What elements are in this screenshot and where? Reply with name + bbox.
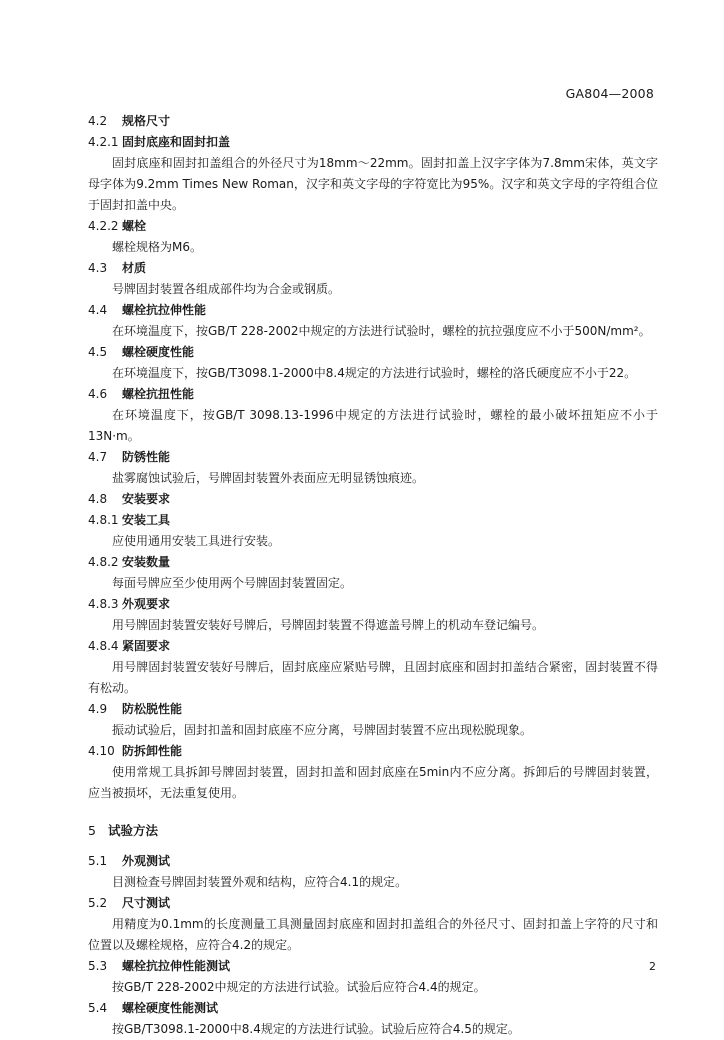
section-number: 4.2.1 [88,135,119,149]
section-title: 安装数量 [122,555,171,569]
section-paragraph-4-10: 使用常规工具拆卸号牌固封装置，固封扣盖和固封底座在5min内不应分离。拆卸后的号牌固封装置，应当被损坏，无法重复使用。 [88,765,658,800]
section-number: 4.3 [88,261,108,275]
section-number: 5 [88,823,96,838]
section-title: 试验方法 [108,823,159,838]
section-title: 防松脱性能 [122,702,183,716]
section-heading-5 [88,820,658,841]
section-number: 4.6 [88,387,108,401]
section-paragraph-4-9: 振动试验后，固封扣盖和固封底座不应分离，号牌固封装置不应出现松脱现象。 [112,723,533,737]
section-heading-4-7 [88,447,658,468]
section-paragraph-4-2-1: 固封底座和固封扣盖组合的外径尺寸为18mm～22mm。固封扣盖上汉字字体为7.8mm宋体，英文字母字体为9.2mm Times New Roman，汉字和英文字母的字符宽比为95%。汉字和英文字母的字符组合位于固封扣盖中央。 [88,156,658,212]
section-heading-4-8-1 [88,510,658,531]
section-title: 规格尺寸 [122,114,171,128]
section-number: 4.8.1 [88,513,119,527]
section-title: 安装工具 [122,513,171,527]
section-number: 4.8.4 [88,639,119,653]
section-heading-4-2-2 [88,216,658,237]
section-heading-5-1 [88,851,658,872]
section-title: 材质 [122,261,147,275]
section-heading-4-9 [88,699,658,720]
section-number: 5.4 [88,1001,108,1015]
section-number: 5.2 [88,896,108,910]
section-heading-5-3 [88,956,658,977]
section-paragraph-4-8-1: 应使用通用安装工具进行安装。 [112,534,281,548]
section-paragraph-4-8-3: 用号牌固封装置安装好号牌后，号牌固封装置不得遮盖号牌上的机动车登记编号。 [112,618,545,632]
document-code: GA804—2008 [565,86,654,101]
section-heading-4-3 [88,258,658,279]
section-paragraph-4-3: 号牌固封装置各组成部件均为合金或钢质。 [112,282,341,296]
section-number: 5.1 [88,854,108,868]
section-heading-4-8-3 [88,594,658,615]
section-title: 螺栓抗拉伸性能 [122,303,207,317]
section-paragraph-4-8-2: 每面号牌应至少使用两个号牌固封装置固定。 [112,576,353,590]
section-number: 4.4 [88,303,108,317]
section-heading-4-8 [88,489,658,510]
section-title: 防锈性能 [122,450,171,464]
section-title: 螺栓硬度性能 [122,345,195,359]
section-number: 4.2 [88,114,108,128]
section-title: 外观测试 [122,854,171,868]
section-paragraph-5-4: 按GB/T3098.1-2000中8.4规定的方法进行试验。试验后应符合4.5的规定。 [112,1022,520,1036]
section-paragraph-4-6: 在环境温度下，按GB/T 3098.13-1996中规定的方法进行试验时，螺栓的最小破坏扭矩应不小于13N·m。 [88,408,658,443]
section-number: 4.9 [88,702,108,716]
section-number: 4.7 [88,450,108,464]
section-paragraph-4-5: 在环境温度下，按GB/T3098.1-2000中8.4规定的方法进行试验时，螺栓的洛氏硬度应不小于22。 [112,366,637,380]
section-title: 防拆卸性能 [122,744,183,758]
section-heading-4-5 [88,342,658,363]
section-title: 螺栓抗扭性能 [122,387,195,401]
section-heading-4-2 [88,111,658,132]
section-title: 安装要求 [122,492,171,506]
section-paragraph-4-4: 在环境温度下，按GB/T 228-2002中规定的方法进行试验时，螺栓的抗拉强度应不小于500N/mm²。 [112,324,651,338]
section-paragraph-4-2-2: 螺栓规格为M6。 [112,240,202,254]
section-paragraph-5-1: 目测检查号牌固封装置外观和结构，应符合4.1的规定。 [112,875,408,889]
page-number: 2 [649,960,656,973]
section-heading-4-8-2 [88,552,658,573]
section-heading-4-2-1 [88,132,658,153]
section-heading-4-10 [88,741,658,762]
section-heading-5-2 [88,893,658,914]
section-paragraph-4-7: 盐雾腐蚀试验后，号牌固封装置外表面应无明显锈蚀痕迹。 [112,471,425,485]
section-title: 螺栓抗拉伸性能测试 [122,959,231,973]
section-title: 螺栓硬度性能测试 [122,1001,219,1015]
section-paragraph-4-8-4: 用号牌固封装置安装好号牌后，固封底座应紧贴号牌，且固封底座和固封扣盖结合紧密，固封装置不得有松动。 [88,660,658,695]
section-number: 4.10 [88,744,115,758]
section-number: 4.5 [88,345,108,359]
section-number: 4.8.2 [88,555,119,569]
section-title: 紧固要求 [122,639,171,653]
section-heading-5-4 [88,998,658,1019]
section-number: 4.8.3 [88,597,119,611]
section-paragraph-5-2: 用精度为0.1mm的长度测量工具测量固封底座和固封扣盖组合的外径尺寸、固封扣盖上字符的尺寸和位置以及螺栓规格，应符合4.2的规定。 [88,917,658,952]
section-title: 螺栓 [122,219,147,233]
section-title: 尺寸测试 [122,896,171,910]
section-title: 固封底座和固封扣盖 [122,135,231,149]
section-paragraph-5-3: 按GB/T 228-2002中规定的方法进行试验。试验后应符合4.4的规定。 [112,980,486,994]
section-number: 4.2.2 [88,219,119,233]
document-body [88,111,658,1040]
section-number: 5.3 [88,959,108,973]
section-heading-4-6 [88,384,658,405]
section-title: 外观要求 [122,597,171,611]
section-heading-4-4 [88,300,658,321]
section-heading-4-8-4 [88,636,658,657]
section-number: 4.8 [88,492,108,506]
